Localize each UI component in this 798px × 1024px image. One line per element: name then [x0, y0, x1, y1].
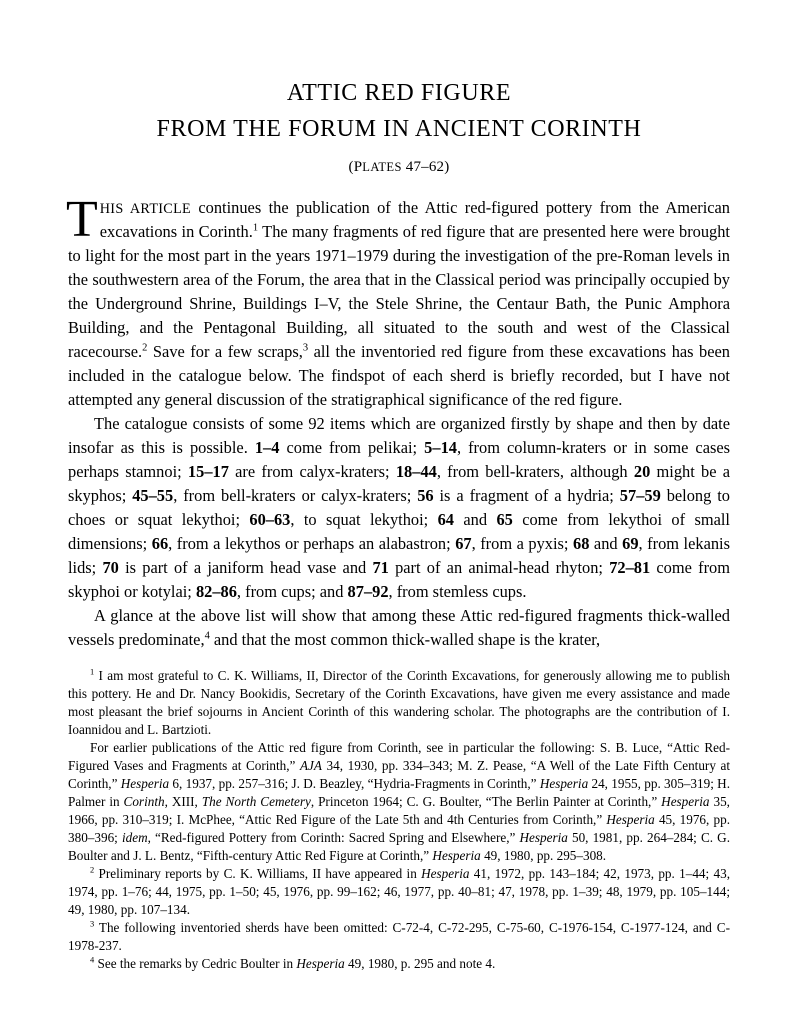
- fn1b-seg-e: , XIII,: [164, 794, 202, 810]
- cat-ref-56: 56: [417, 485, 434, 505]
- footnote-3-text: The following inventoried sherds have been omitted: C-72-4, C-72-295, C-75-60, C-1976-154, C-1977-124, and C-1978-237.: [68, 919, 730, 953]
- p2-seg-b6: are from calyx-kraters;: [228, 461, 396, 481]
- p2-seg-b28: and: [589, 533, 623, 553]
- p2-seg-b4: , from column-kraters or in some cases perhaps stamnoi;: [68, 437, 731, 481]
- p1-seg-c: Save for a few scraps,: [147, 342, 303, 362]
- fn4-seg-a: See the remarks by Cedric Boulter in: [94, 955, 297, 971]
- cat-ref-60-63: 60–63: [249, 509, 291, 529]
- paragraph-1: [66, 191, 730, 412]
- drop-cap: T: [66, 191, 98, 249]
- fn1b-ital-aja: AJA: [300, 758, 322, 774]
- footnote-1-continuation: [68, 739, 730, 865]
- fn1b-ital-hesperia-6: Hesperia: [432, 847, 481, 863]
- p1-seg-d: all the inventoried red figure from these excavations has been included in the catalogue below. The findspot of each sherd is briefly recorded, but I have not attempted any general discussion of the stratigraphical significance of the red figure.: [68, 342, 730, 409]
- cat-ref-57-59: 57–59: [619, 485, 661, 505]
- cat-ref-1-4: 1–4: [254, 437, 280, 457]
- p3-seg-b: and that the most common thick-walled shape is the krater,: [209, 629, 601, 649]
- page-title-line-2: FROM THE FORUM IN ANCIENT CORINTH: [156, 115, 642, 142]
- p2-seg-b26: , from a pyxis;: [471, 533, 574, 553]
- p2-seg-b30: , from lekanis lids;: [68, 533, 730, 577]
- fn1b-ital-hesperia-1: Hesperia: [120, 776, 170, 792]
- footnote-1: [68, 667, 730, 739]
- plates-smallcaps: LATES: [362, 160, 402, 175]
- footnote-2-marker: 2: [90, 864, 95, 875]
- fn1b-ital-hesperia-4: Hesperia: [606, 812, 655, 828]
- cat-ref-5-14: 5–14: [424, 437, 457, 457]
- footnote-4: [68, 955, 730, 973]
- cat-ref-82-86: 82–86: [195, 581, 237, 601]
- p2-seg-b12: , from bell-kraters or calyx-kraters;: [173, 485, 418, 505]
- p2-seg-b18: , to squat lekythoi;: [290, 509, 438, 529]
- cat-ref-72-81: 72–81: [609, 557, 651, 577]
- cat-ref-18-44: 18–44: [395, 461, 437, 481]
- cat-ref-66: 66: [151, 533, 169, 553]
- fn1b-seg-k: 50, 1981, pp. 264–284; C. G. Boulter and J. L. Bentz, “Fifth-century Attic Red Figure at Corinth,”: [68, 830, 730, 863]
- title-block: [68, 78, 730, 145]
- footnote-4-marker: 4: [90, 954, 95, 965]
- fn1b-seg-d: 24, 1955, pp. 305–319; H. Palmer in: [68, 776, 731, 810]
- fn4-ital-hesperia: Hesperia: [296, 955, 345, 971]
- p1-seg-b: The many fragments of red figure that are presented here were brought to light for the most part in the years 1971–1979 during the investigation of the pre-Roman levels in the southwestern area of the Forum, the area that in the Classical period was principally occupied by the Underground Shrine, Buildings I–V, the Stele Shrine, the Centaur Bath, the Punic Amphora Building, and the Pentagonal Building, all situated to the south and west of the Classical racecourse.: [68, 222, 730, 362]
- p2-seg-b20: and: [454, 509, 497, 529]
- footnotes-section: [68, 667, 730, 972]
- fn1b-seg-j: , “Red-figured Pottery from Corinth: Sacred Spring and Elsewhere,”: [147, 830, 520, 846]
- footnote-3: [68, 919, 730, 955]
- opening-smallcaps: HIS ARTICLE: [99, 201, 192, 218]
- fn1b-seg-c: 6, 1937, pp. 257–316; J. D. Beazley, “Hydria-Fragments in Corinth,”: [169, 776, 540, 792]
- fn1b-ital-corinth: Corinth: [123, 794, 165, 810]
- p2-seg-b14: is a fragment of a hydria;: [433, 485, 620, 505]
- plates-suffix: 47–62): [401, 159, 450, 176]
- p2-seg-b16: belong to choes or squat lekythoi;: [68, 485, 730, 529]
- fn2-seg-b: 41, 1972, pp. 143–184; 42, 1973, pp. 1–44; 43, 1974, pp. 1–76; 44, 1975, pp. 1–50; 45, 1976, pp. 99–162; 46, 1977, pp. 40–81; 47, 1978, pp. 1–39; 48, 1979, pp. 105–144; 49, 1980, pp. 107–134.: [68, 865, 730, 917]
- fn1b-ital-hesperia-5: Hesperia: [519, 830, 568, 846]
- cat-ref-15-17: 15–17: [187, 461, 229, 481]
- cat-ref-68: 68: [573, 533, 590, 553]
- fn1b-seg-g: 35, 1966, pp. 310–319; I. McPhee, “Attic Red Figure of the Late 5th and 4th Centuries from Corinth,”: [68, 794, 730, 828]
- fn1b-seg-b: 34, 1930, pp. 334–343; M. Z. Pease, “A Well of the Late Fifth Century at Corinth,”: [68, 758, 731, 792]
- fn1b-ital-hesperia-3: Hesperia: [661, 794, 710, 810]
- paragraph-3: [68, 604, 730, 652]
- fn2-ital-hesperia: Hesperia: [421, 865, 470, 881]
- fn1b-seg-h: 45, 1976, pp. 380–396;: [68, 812, 730, 846]
- plates-note: [68, 159, 730, 176]
- cat-ref-20: 20: [633, 461, 651, 481]
- p3-seg-a: A glance at the above list will show that among these Attic red-figured fragments thick-walled vessels predominate,: [68, 605, 730, 649]
- cat-ref-64: 64: [437, 509, 454, 529]
- cat-ref-67: 67: [455, 533, 472, 553]
- footnote-2: [68, 865, 730, 919]
- plates-prefix: (P: [348, 159, 363, 176]
- p2-seg-b8: , from bell-kraters, although: [436, 461, 634, 481]
- p2-seg-b24: , from a lekythos or perhaps an alabastron;: [168, 533, 456, 553]
- fn1b-seg-l: 49, 1980, pp. 295–308.: [480, 847, 607, 863]
- p2-seg-b40: , from stemless cups.: [388, 581, 527, 601]
- cat-ref-70: 70: [102, 557, 119, 577]
- fn1b-ital-idem: idem: [121, 830, 148, 846]
- p2-seg-b22: come from lekythoi of small dimensions;: [68, 509, 730, 553]
- footnote-3-marker: 3: [90, 918, 95, 929]
- fn1b-ital-hesperia-2: Hesperia: [539, 776, 589, 792]
- fn2-seg-a: Preliminary reports by C. K. Williams, II have appeared in: [94, 865, 422, 881]
- p2-seg-b34: part of an animal-head rhyton;: [388, 557, 610, 577]
- cat-ref-69: 69: [622, 533, 639, 553]
- p2-seg-b32: is part of a janiform head vase and: [118, 557, 373, 577]
- cat-ref-87-92: 87–92: [347, 581, 389, 601]
- footnote-1-marker: 1: [90, 667, 95, 678]
- p2-seg-b2: come from pelikai;: [279, 437, 425, 457]
- paragraph-2: [68, 412, 730, 604]
- fn1b-seg-a: For earlier publications of the Attic red figure from Corinth, see in particular the following: S. B. Luce, “Attic Red-Figured Vases and Fragments at Corinth,”: [68, 740, 730, 774]
- fn1b-ital-north-cemetery: The North Cemetery: [201, 794, 311, 810]
- p2-seg-b10: might be a skyphos;: [68, 461, 730, 505]
- fn1b-seg-f: , Princeton 1964; C. G. Boulter, “The Berlin Painter at Corinth,”: [310, 794, 662, 810]
- cat-ref-65: 65: [496, 509, 513, 529]
- footnote-ref-3[interactable]: 3: [302, 342, 309, 354]
- p2-seg-a: The catalogue consists of some 92 items which are organized firstly by shape and then by date insofar as this is possible.: [68, 413, 730, 457]
- p2-seg-b36: come from skyphoi or kotylai;: [68, 557, 730, 601]
- footnote-ref-4[interactable]: 4: [204, 630, 210, 642]
- page-title-line-1: ATTIC RED FIGURE: [286, 80, 512, 106]
- footnote-ref-1[interactable]: 1: [252, 222, 259, 234]
- p1-seg-a: continues the publication of the Attic red-figured pottery from the American excavations in Corinth.: [99, 198, 730, 242]
- footnote-ref-2[interactable]: 2: [142, 342, 148, 354]
- fn4-seg-b: 49, 1980, p. 295 and note 4.: [344, 955, 496, 971]
- cat-ref-45-55: 45–55: [132, 485, 174, 505]
- p2-seg-b38: , from cups; and: [236, 581, 348, 601]
- cat-ref-71: 71: [372, 557, 389, 577]
- article-body: [66, 191, 731, 651]
- footnote-1-text: I am most grateful to C. K. Williams, II, Director of the Corinth Excavations, for generously allowing me to publish this pottery. He and Dr. Nancy Bookidis, Secretary of the Corinth Excavations, have given me every assistance and made most pleasant the brief sojourns in Ancient Corinth of this wandering scholar. The photographs are the contribution of I. Ioannidou and L. Bartzioti.: [68, 668, 730, 738]
